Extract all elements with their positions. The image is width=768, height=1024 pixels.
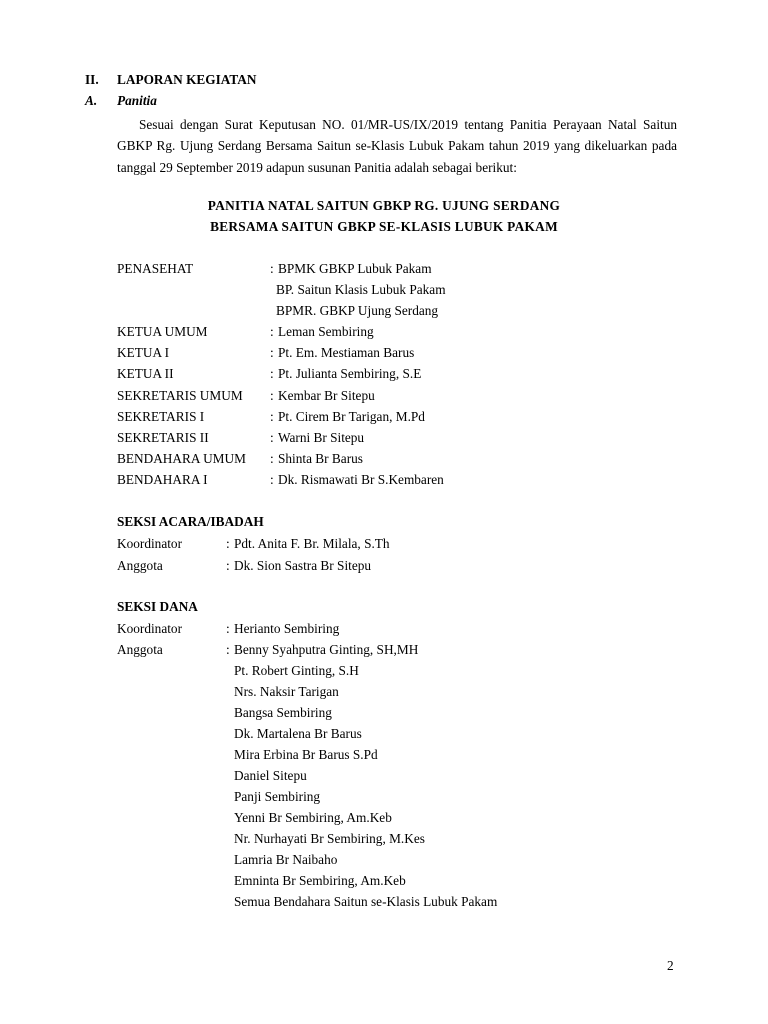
officer-value: Dk. Rismawati Br S.Kembaren xyxy=(278,472,444,487)
anggota-name: Semua Bendahara Saitun se-Klasis Lubuk Pakam xyxy=(234,894,498,909)
anggota-label: Anggota xyxy=(117,642,163,657)
anggota-name: Pt. Robert Ginting, S.H xyxy=(234,663,359,678)
separator: : xyxy=(270,366,274,381)
separator: : xyxy=(270,472,274,487)
officer-value: Pt. Cirem Br Tarigan, M.Pd xyxy=(278,409,425,424)
officer-row xyxy=(117,406,425,427)
section-title: LAPORAN KEGIATAN xyxy=(117,72,257,87)
anggota-name: Nr. Nurhayati Br Sembiring, M.Kes xyxy=(234,831,425,846)
anggota-name: Bangsa Sembiring xyxy=(234,705,332,720)
anggota-name: Lamria Br Naibaho xyxy=(234,852,338,867)
officer-label: BENDAHARA I xyxy=(117,472,208,487)
officer-label: SEKRETARIS UMUM xyxy=(117,388,243,403)
koordinator-label: Koordinator xyxy=(117,536,182,551)
officer-continuation: BP. Saitun Klasis Lubuk Pakam xyxy=(276,282,446,297)
koordinator-row xyxy=(117,618,339,639)
officer-row xyxy=(117,448,363,469)
separator: : xyxy=(270,324,274,339)
officer-label: BENDAHARA UMUM xyxy=(117,451,246,466)
officer-label: KETUA UMUM xyxy=(117,324,208,339)
section-heading xyxy=(85,72,257,88)
anggota-name: Yenni Br Sembiring, Am.Keb xyxy=(234,810,392,825)
officer-label: KETUA II xyxy=(117,366,174,381)
koordinator-name: Pdt. Anita F. Br. Milala, S.Th xyxy=(234,536,390,551)
koordinator-row xyxy=(117,533,390,554)
koordinator-label: Koordinator xyxy=(117,621,182,636)
separator: : xyxy=(226,642,230,657)
seksi-dana-title: SEKSI DANA xyxy=(117,599,198,614)
officer-value: Kembar Br Sitepu xyxy=(278,388,375,403)
anggota-name: Mira Erbina Br Barus S.Pd xyxy=(234,747,378,762)
anggota-name: Panji Sembiring xyxy=(234,789,321,804)
anggota-name: Dk. Martalena Br Barus xyxy=(234,726,362,741)
officer-label: KETUA I xyxy=(117,345,170,360)
anggota-label: Anggota xyxy=(117,558,163,573)
officer-label: SEKRETARIS II xyxy=(117,430,209,445)
officer-value: Pt. Julianta Sembiring, S.E xyxy=(278,366,422,381)
officer-row xyxy=(117,385,375,406)
anggota-name: Daniel Sitepu xyxy=(234,768,307,783)
committee-title-line-1: PANITIA NATAL SAITUN GBKP RG. UJUNG SERDANG xyxy=(207,198,561,213)
separator: : xyxy=(270,430,274,445)
officer-row xyxy=(117,342,414,363)
separator: : xyxy=(226,558,230,573)
anggota-name: Nrs. Naksir Tarigan xyxy=(234,684,339,699)
separator: : xyxy=(226,536,230,551)
officer-value: Pt. Em. Mestiaman Barus xyxy=(278,345,415,360)
officer-label: SEKRETARIS I xyxy=(117,409,205,424)
subsection-letter: A. xyxy=(85,93,98,108)
officer-value: Warni Br Sitepu xyxy=(278,430,365,445)
officer-row xyxy=(117,363,421,384)
officer-value: BPMK GBKP Lubuk Pakam xyxy=(278,261,432,276)
officer-label: PENASEHAT xyxy=(117,261,194,276)
subsection-heading xyxy=(85,93,157,109)
officer-value: Leman Sembiring xyxy=(278,324,374,339)
officer-value: Shinta Br Barus xyxy=(278,451,363,466)
officer-row xyxy=(117,321,374,342)
officer-row xyxy=(117,469,444,490)
officer-row xyxy=(117,258,432,279)
intro-text: Sesuai dengan Surat Keputusan NO. 01/MR-US/IX/2019 tentang Panitia Perayaan Natal Saitun GBKP Rg. Ujung Serdang Bersama Saitun se-Klasis Lubuk Pakam tahun 2019 yang dikeluarkan pada tanggal 29 September 2019 adapun susunan Panitia adalah sebagai berikut: xyxy=(117,117,677,175)
separator: : xyxy=(270,345,274,360)
separator: : xyxy=(270,451,274,466)
separator: : xyxy=(270,261,274,276)
anggota-name: Emninta Br Sembiring, Am.Keb xyxy=(234,873,406,888)
separator: : xyxy=(226,621,230,636)
page-number: 2 xyxy=(667,958,674,973)
intro-paragraph xyxy=(117,114,677,178)
section-number: II. xyxy=(85,72,99,87)
anggota-row xyxy=(117,555,371,576)
committee-title-line-2: BERSAMA SAITUN GBKP SE-KLASIS LUBUK PAKAM xyxy=(210,219,558,234)
seksi-acara-title: SEKSI ACARA/IBADAH xyxy=(117,514,264,529)
separator: : xyxy=(270,409,274,424)
officer-continuation: BPMR. GBKP Ujung Serdang xyxy=(276,303,439,318)
anggota-name: Benny Syahputra Ginting, SH,MH xyxy=(234,642,419,657)
separator: : xyxy=(270,388,274,403)
anggota-name: Dk. Sion Sastra Br Sitepu xyxy=(234,558,372,573)
officer-row xyxy=(117,427,364,448)
anggota-row xyxy=(117,639,418,660)
subsection-title: Panitia xyxy=(117,93,157,108)
koordinator-name: Herianto Sembiring xyxy=(234,621,340,636)
